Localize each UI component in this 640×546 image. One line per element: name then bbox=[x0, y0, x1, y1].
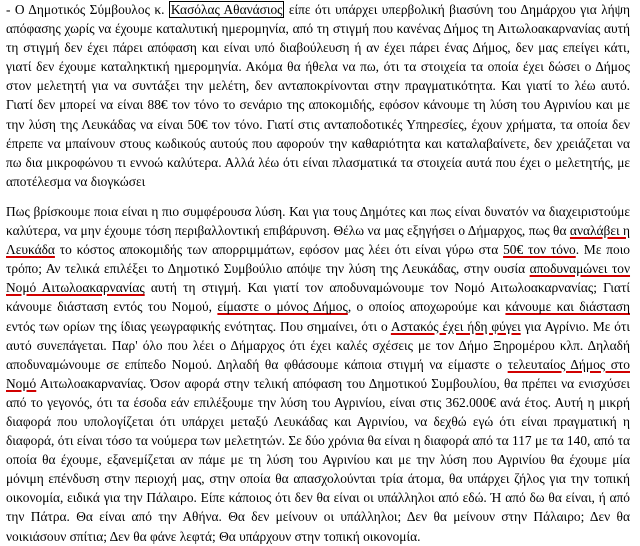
text-segment: , ο οποίος αποχωρούμε και bbox=[347, 299, 506, 315]
text-segment: Πως βρίσκουμε ποια είναι η πιο συμφέρουσα λύση. Και για τους Δημότες και πως είναι δυνατόν να διαχειριστούμε καλύτερα, να μην έχουμε τόση περιβαλλοντική επιβάρυνση. Θέλω να μας εξηγήσει ο Δήμαρχος, πως θα bbox=[6, 203, 630, 239]
text-segment: για Αγρίνιο. Με ότι αυτό συνεπάγεται. Παρ' όλο που λέει ο Δήμαρχος ότι έχει καλές σχέσεις με τον Δήμο Ξηρομέρου κλπ. Δηλαδή αποδυναμώνουμε σε επίπεδο Νομού. Δηλαδή θα φθάσουμε κάποια στιγμή να είμαστε ο bbox=[6, 318, 630, 372]
text-segment: είπε ότι υπάρχει υπερβολική βιασύνη του Δημάρχου για λήψη απόφασης χωρίς να έχουμε καταλυτική ημερομηνία, από τη στιγμή που κανένας Δήμος τη Αιτωλοακαρνανίας αυτή τη στιγμή δεν έχει πάρει απόφαση και είναι υπό διαβούλευση ή αν έχει πάρει ένας Δήμος, δεν μας επείγει κάτι, γιατί δεν έχουμε καταληκτική ημερομηνία. Ακόμα θα ήθελα να πω, ότι τα στοιχεία τα οποία έχει δώσει ο Δήμος στον μελετητή για να συντάξει την μελέτη, δεν ανταποκρίνονται στην πραγματικότητα. Και γιατί το λέω αυτό. Γιατί δεν μπορεί να είναι 88€ τον τόνο το σενάριο της αποκομιδής, εφόσον κάνουμε τη λύση του Αγρινίου και με την λύση της Λευκάδας να είναι 50€ τον τόνο. Γιατί στις ανταποδοτικές Υπηρεσίες, έχουν χρήματα, τα οποία δεν έπρεπε να μπαίνουν στους κωδικούς αυτούς που αφορούν την καθαριότητα και καταλαβαίνετε, δεν χρειάζεται να πω δια μικροφώνου τι εννοώ καλύτερα. Αλλά λέω ότι είναι πλασματικά τα στοιχεία αυτά που έχει ο μελετητής, με αποτέλεσμα να διογκώσει bbox=[6, 2, 630, 189]
underlined-phrase: αναλάβει η Λευκάδα bbox=[6, 223, 631, 258]
text-segment: - Ο Δημοτικός Σύμβουλος κ. bbox=[6, 2, 165, 17]
text-segment: Αιτωλοακαρνανίας. Όσον αφορά στην τελική απόφαση του Δημοτικού Συμβουλίου, θα πρέπει να ενισχύσει από το γεγονός, ότι τα έσοδα εάν επιλέξουμε την λύση του Αγρινίου, είναι στις 362.000€ ανά έτος. Αυτή η μικρή διαφορά που υπολογίζεται ότι υπάρχει μεταξύ Λευκάδας και Αγρινίου, να δεχθώ εγώ ότι είναι πραγματική η διαφορά, ότι είναι τόσο τα νούμερα των μελετητών. Σε δύο χρόνια θα είναι η διαφορά από τα 117 με τα 140, από τα οποία θα έχουμε, εξανεμίζεται αν πάμε με τη λύση του Αγρινίου και με την λύση που Αγρινίου θα έχουμε μία μόνιμη επένδυση στην περιοχή μας, στην οποία θα απασχολούνται τρία άτομα, θα υπάρχει ζήλος για την τοπική οικονομία, ειδικά για την Πάλαιρο. Είπε κάποιος ότι δεν θα είναι οι υπάλληλοι από εδώ. Ή από δω θα είναι, ή από την Πάτρα. Θα είναι από την Αθήνα. Θα δεν μείνουν οι υπάλληλοι; Δεν θα μείνουν στην Πάλαιρο; Δεν θα νοικιάσουν σπίτια; Δεν θα φάνε λεφτά; Θα υπάρχουν στην τοπική οικονομία. bbox=[6, 375, 630, 544]
paragraph-gap bbox=[6, 191, 630, 202]
underlined-phrase: είμαστε ο μόνος Δήμος bbox=[217, 299, 348, 315]
text-segment: εντός των ορίων της ίδιας γεωγραφικής ενότητας. Που σημαίνει, ότι ο bbox=[6, 318, 391, 334]
underlined-phrase: τελευταίος Δήμος στο Νομό bbox=[6, 356, 630, 391]
paragraph-solution-discussion bbox=[6, 202, 630, 546]
paragraph-councillor-statement bbox=[6, 0, 630, 191]
text-segment: αυτή τη στιγμή. Και γιατί τον αποδυναμώνουμε τον Νομό Αιτωλοακαρνανίας; Γιατί κάνουμε διάσταση εντός του Νομού, bbox=[6, 280, 630, 315]
underlined-phrase: κάνουμε και διάσταση bbox=[505, 299, 630, 315]
underlined-phrase: αποδυναμώνει τον Νομό Αιτωλοακαρνανίας bbox=[6, 261, 631, 296]
document-page bbox=[6, 0, 630, 546]
underlined-phrase: 50€ τον τόνο bbox=[503, 242, 576, 258]
underlined-phrase: Αστακός έχει ήδη φύγει bbox=[390, 318, 521, 334]
text-segment: το κόστος αποκομιδής των απορριμμάτων, εφόσον μας λέει ότι είναι γύρω στα bbox=[54, 242, 504, 258]
boxed-name: Κασόλας Αθανάσιος bbox=[170, 2, 283, 17]
text-segment: . Με ποιο τρόπο; Αν τελικά επιλέξει το Δημοτικό Συμβούλιο απόψε την λύση της Λευκάδας, στην ουσία bbox=[6, 242, 631, 277]
